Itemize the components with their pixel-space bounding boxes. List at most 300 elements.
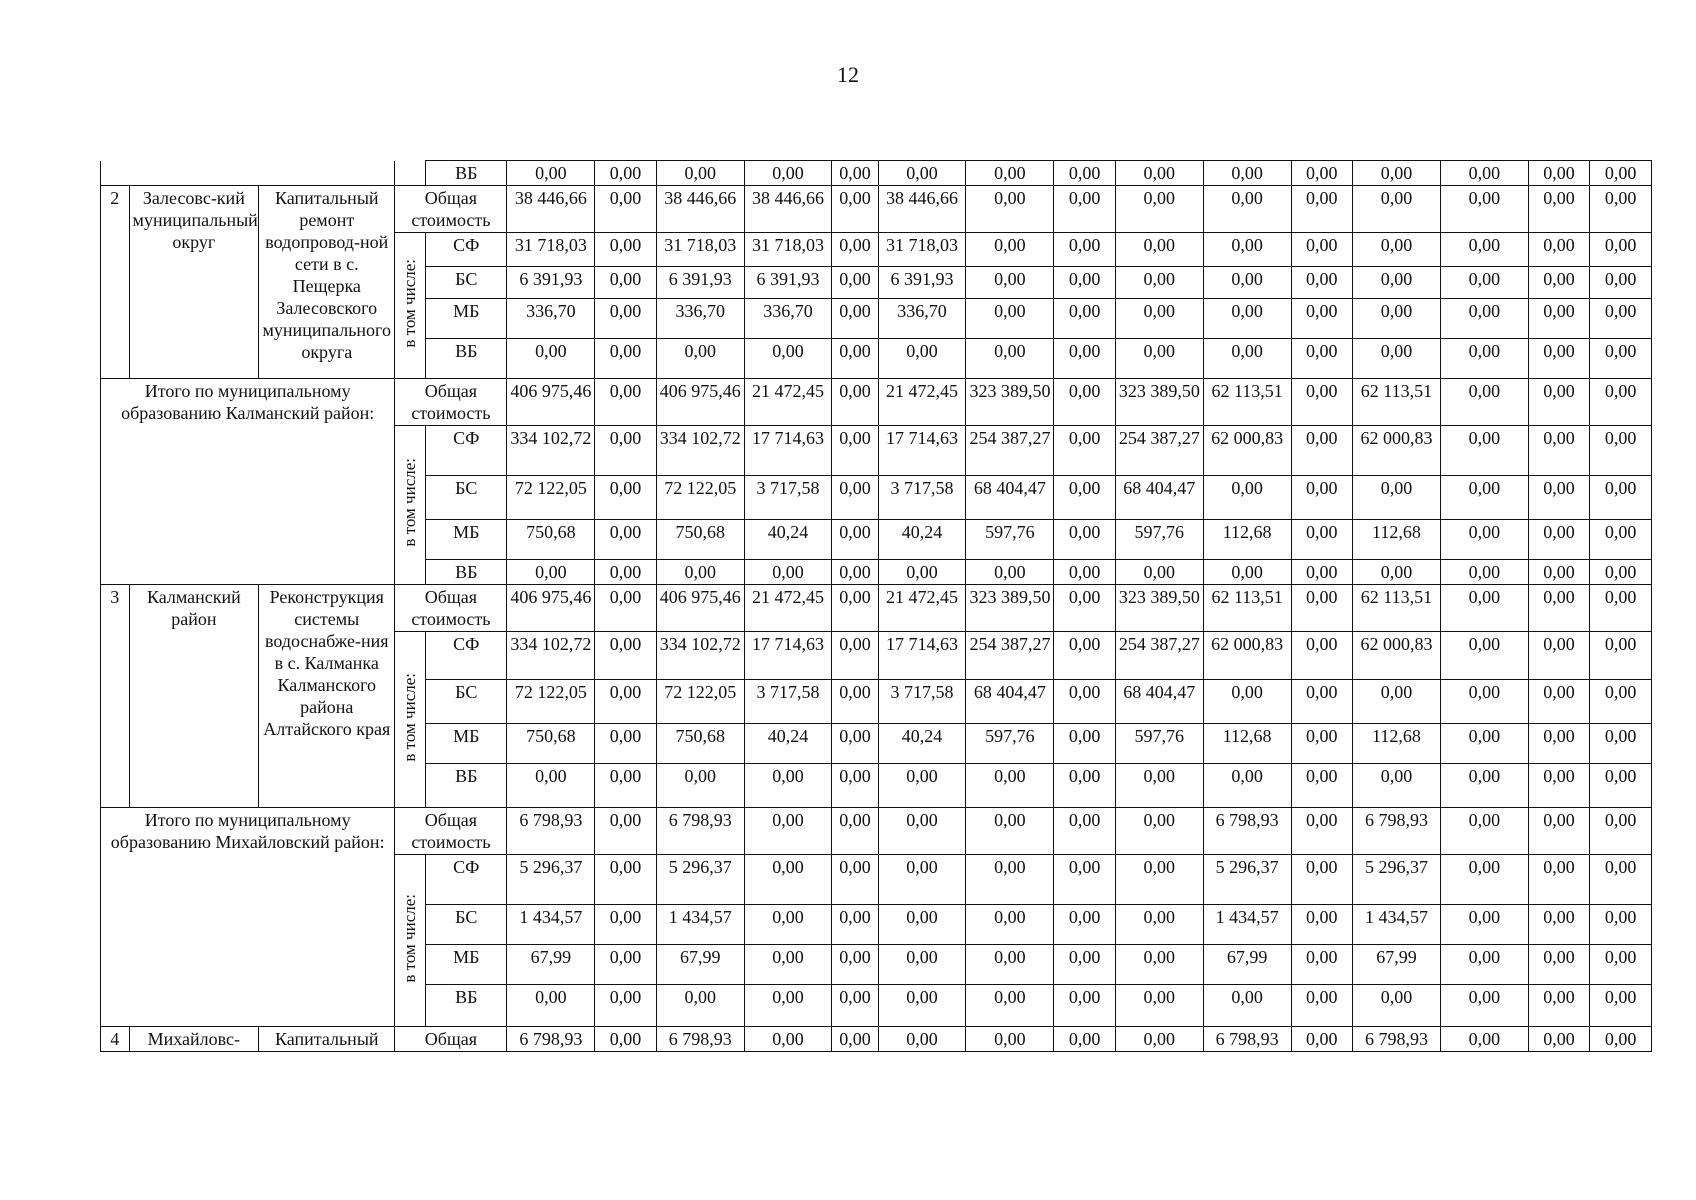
prev-incl-cell xyxy=(395,161,426,186)
value-cell: 0,00 xyxy=(1054,520,1116,560)
total-label: Итого по муниципальному образованию Михайловский район: xyxy=(101,808,395,1027)
value-cell: 0,00 xyxy=(1528,632,1590,680)
value-cell: 0,00 xyxy=(1115,945,1203,985)
value-cell: 0,00 xyxy=(595,1027,657,1052)
value-cell: 0,00 xyxy=(507,560,595,585)
value-cell: 0,00 xyxy=(595,945,657,985)
value-cell: 0,00 xyxy=(966,764,1054,808)
value-cell: 0,00 xyxy=(1440,560,1528,585)
value-cell: 0,00 xyxy=(1203,299,1291,339)
value-cell: 0,00 xyxy=(1115,233,1203,267)
type-label: БС xyxy=(426,476,507,520)
value-cell: 0,00 xyxy=(878,905,966,945)
value-cell: 0,00 xyxy=(595,560,657,585)
value-cell: 0,00 xyxy=(1115,905,1203,945)
value-cell: 336,70 xyxy=(656,299,744,339)
incl-label-cell xyxy=(395,632,426,808)
value-cell: 0,00 xyxy=(744,808,832,855)
value-cell: 6 798,93 xyxy=(656,1027,744,1052)
value-cell: 597,76 xyxy=(1115,520,1203,560)
value-cell: 323 389,50 xyxy=(966,585,1054,632)
value-cell: 0,00 xyxy=(832,1027,878,1052)
value-cell: 0,00 xyxy=(595,632,657,680)
type-label: ВБ xyxy=(426,560,507,585)
value-cell: 0,00 xyxy=(595,855,657,905)
value-cell: 3 717,58 xyxy=(878,680,966,724)
value-cell: 0,00 xyxy=(878,808,966,855)
value-cell: 0,00 xyxy=(595,476,657,520)
value-cell: 0,00 xyxy=(832,680,878,724)
type-label-total: Общая xyxy=(395,1027,507,1052)
table-row xyxy=(101,379,1652,426)
value-cell: 0,00 xyxy=(595,299,657,339)
value-cell: 6 798,93 xyxy=(1353,1027,1441,1052)
incl-label: в том числе: xyxy=(400,258,420,348)
value-cell: 0,00 xyxy=(1528,339,1590,379)
value-cell: 406 975,46 xyxy=(656,585,744,632)
value-cell: 0,00 xyxy=(1528,724,1590,764)
value-cell: 0,00 xyxy=(1115,560,1203,585)
value-cell: 0,00 xyxy=(1054,426,1116,476)
type-label-total: Общая стоимость xyxy=(395,379,507,426)
value-cell: 334 102,72 xyxy=(656,632,744,680)
value-cell: 0,00 xyxy=(1054,560,1116,585)
value-cell: 0,00 xyxy=(1353,233,1441,267)
value-cell: 0,00 xyxy=(656,560,744,585)
value-cell: 0,00 xyxy=(966,161,1054,186)
value-cell: 0,00 xyxy=(1528,379,1590,426)
value-cell: 254 387,27 xyxy=(966,632,1054,680)
value-cell: 67,99 xyxy=(507,945,595,985)
type-label: СФ xyxy=(426,632,507,680)
value-cell: 67,99 xyxy=(1203,945,1291,985)
value-cell: 0,00 xyxy=(1203,186,1291,233)
value-cell: 6 798,93 xyxy=(507,1027,595,1052)
value-cell: 0,00 xyxy=(832,808,878,855)
value-cell: 67,99 xyxy=(1353,945,1441,985)
value-cell: 17 714,63 xyxy=(878,632,966,680)
value-cell: 0,00 xyxy=(1528,233,1590,267)
value-cell: 40,24 xyxy=(878,724,966,764)
value-cell: 0,00 xyxy=(1590,186,1652,233)
value-cell: 0,00 xyxy=(832,233,878,267)
value-cell: 68 404,47 xyxy=(966,680,1054,724)
value-cell: 5 296,37 xyxy=(1203,855,1291,905)
value-cell: 0,00 xyxy=(832,379,878,426)
value-cell: 0,00 xyxy=(1590,1027,1652,1052)
type-label: БС xyxy=(426,267,507,299)
value-cell: 31 718,03 xyxy=(744,233,832,267)
value-cell: 0,00 xyxy=(878,161,966,186)
value-cell: 0,00 xyxy=(1353,476,1441,520)
value-cell: 6 798,93 xyxy=(656,808,744,855)
value-cell: 0,00 xyxy=(878,855,966,905)
value-cell: 0,00 xyxy=(1440,855,1528,905)
type-label: ВБ xyxy=(426,339,507,379)
value-cell: 0,00 xyxy=(656,161,744,186)
value-cell: 0,00 xyxy=(1054,945,1116,985)
value-cell: 0,00 xyxy=(595,520,657,560)
value-cell: 17 714,63 xyxy=(744,426,832,476)
value-cell: 0,00 xyxy=(1440,186,1528,233)
value-cell: 0,00 xyxy=(1590,426,1652,476)
value-cell: 0,00 xyxy=(1291,985,1353,1027)
value-cell: 0,00 xyxy=(1291,680,1353,724)
value-cell: 0,00 xyxy=(832,426,878,476)
value-cell: 0,00 xyxy=(1353,267,1441,299)
value-cell: 254 387,27 xyxy=(966,426,1054,476)
value-cell: 62 113,51 xyxy=(1203,585,1291,632)
value-cell: 0,00 xyxy=(1115,339,1203,379)
value-cell: 0,00 xyxy=(966,186,1054,233)
value-cell: 334 102,72 xyxy=(507,426,595,476)
value-cell: 0,00 xyxy=(1353,560,1441,585)
value-cell: 0,00 xyxy=(744,905,832,945)
value-cell: 0,00 xyxy=(1440,808,1528,855)
value-cell: 0,00 xyxy=(1440,764,1528,808)
incl-label-cell xyxy=(395,426,426,585)
value-cell: 0,00 xyxy=(1528,476,1590,520)
value-cell: 72 122,05 xyxy=(507,476,595,520)
value-cell: 0,00 xyxy=(1590,808,1652,855)
type-label-total: Общая стоимость xyxy=(395,808,507,855)
value-cell: 597,76 xyxy=(966,520,1054,560)
value-cell: 0,00 xyxy=(1203,233,1291,267)
type-label: МБ xyxy=(426,945,507,985)
value-cell: 17 714,63 xyxy=(878,426,966,476)
value-cell: 40,24 xyxy=(878,520,966,560)
value-cell: 597,76 xyxy=(966,724,1054,764)
value-cell: 0,00 xyxy=(595,808,657,855)
value-cell: 0,00 xyxy=(1115,808,1203,855)
value-cell: 0,00 xyxy=(1353,764,1441,808)
value-cell: 0,00 xyxy=(595,186,657,233)
value-cell: 0,00 xyxy=(1291,632,1353,680)
value-cell: 0,00 xyxy=(595,161,657,186)
value-cell: 0,00 xyxy=(832,764,878,808)
table-row xyxy=(101,1027,1652,1052)
value-cell: 0,00 xyxy=(1590,161,1652,186)
value-cell: 0,00 xyxy=(1590,724,1652,764)
value-cell: 38 446,66 xyxy=(744,186,832,233)
value-cell: 750,68 xyxy=(507,724,595,764)
value-cell: 0,00 xyxy=(1291,379,1353,426)
value-cell: 62 113,51 xyxy=(1353,585,1441,632)
value-cell: 0,00 xyxy=(1440,724,1528,764)
value-cell: 0,00 xyxy=(1590,764,1652,808)
value-cell: 6 798,93 xyxy=(1353,808,1441,855)
value-cell: 0,00 xyxy=(1054,632,1116,680)
value-cell: 0,00 xyxy=(1291,808,1353,855)
value-cell: 21 472,45 xyxy=(878,585,966,632)
value-cell: 0,00 xyxy=(832,476,878,520)
value-cell: 38 446,66 xyxy=(507,186,595,233)
value-cell: 0,00 xyxy=(1291,299,1353,339)
value-cell: 0,00 xyxy=(1054,267,1116,299)
value-cell: 0,00 xyxy=(595,764,657,808)
value-cell: 0,00 xyxy=(1115,1027,1203,1052)
value-cell: 62 000,83 xyxy=(1353,632,1441,680)
row-number: 4 xyxy=(101,1027,130,1052)
value-cell: 0,00 xyxy=(1590,299,1652,339)
value-cell: 0,00 xyxy=(1203,680,1291,724)
value-cell: 38 446,66 xyxy=(878,186,966,233)
incl-label: в том числе: xyxy=(400,672,420,762)
value-cell: 0,00 xyxy=(595,724,657,764)
value-cell: 0,00 xyxy=(1440,476,1528,520)
value-cell: 21 472,45 xyxy=(744,585,832,632)
value-cell: 597,76 xyxy=(1115,724,1203,764)
value-cell: 0,00 xyxy=(1440,267,1528,299)
value-cell: 0,00 xyxy=(1203,764,1291,808)
value-cell: 68 404,47 xyxy=(966,476,1054,520)
value-cell: 0,00 xyxy=(966,808,1054,855)
value-cell: 0,00 xyxy=(1590,945,1652,985)
value-cell: 0,00 xyxy=(1054,299,1116,339)
value-cell: 0,00 xyxy=(966,985,1054,1027)
value-cell: 0,00 xyxy=(656,339,744,379)
value-cell: 0,00 xyxy=(832,339,878,379)
value-cell: 0,00 xyxy=(1528,299,1590,339)
value-cell: 0,00 xyxy=(966,560,1054,585)
value-cell: 0,00 xyxy=(1528,1027,1590,1052)
value-cell: 62 113,51 xyxy=(1353,379,1441,426)
value-cell: 1 434,57 xyxy=(1203,905,1291,945)
value-cell: 38 446,66 xyxy=(656,186,744,233)
value-cell: 6 798,93 xyxy=(1203,808,1291,855)
type-label: СФ xyxy=(426,233,507,267)
value-cell: 0,00 xyxy=(744,161,832,186)
value-cell: 0,00 xyxy=(595,680,657,724)
object-name: Капитальный ремонт водопровод-ной сети в с. Пещерка Залесовского муниципального округа xyxy=(259,186,395,379)
value-cell: 0,00 xyxy=(1528,520,1590,560)
value-cell: 0,00 xyxy=(1054,161,1116,186)
value-cell: 0,00 xyxy=(656,764,744,808)
value-cell: 334 102,72 xyxy=(507,632,595,680)
value-cell: 0,00 xyxy=(966,1027,1054,1052)
value-cell: 0,00 xyxy=(832,855,878,905)
incl-label: в том числе: xyxy=(400,893,420,983)
value-cell: 0,00 xyxy=(1590,339,1652,379)
value-cell: 6 391,93 xyxy=(656,267,744,299)
value-cell: 0,00 xyxy=(1115,764,1203,808)
value-cell: 0,00 xyxy=(1590,520,1652,560)
value-cell: 6 798,93 xyxy=(507,808,595,855)
value-cell: 0,00 xyxy=(1203,476,1291,520)
page-number: 12 xyxy=(837,62,859,87)
value-cell: 0,00 xyxy=(1440,1027,1528,1052)
value-cell: 0,00 xyxy=(1590,680,1652,724)
value-cell: 0,00 xyxy=(1054,680,1116,724)
value-cell: 0,00 xyxy=(878,560,966,585)
value-cell: 0,00 xyxy=(1353,186,1441,233)
incl-label-cell xyxy=(395,855,426,1027)
table-row xyxy=(101,186,1652,233)
value-cell: 0,00 xyxy=(878,339,966,379)
total-label: Итого по муниципальному образованию Калманский район: xyxy=(101,379,395,585)
value-cell: 0,00 xyxy=(1528,905,1590,945)
value-cell: 5 296,37 xyxy=(507,855,595,905)
value-cell: 0,00 xyxy=(878,945,966,985)
value-cell: 40,24 xyxy=(744,724,832,764)
value-cell: 0,00 xyxy=(1528,161,1590,186)
value-cell: 336,70 xyxy=(507,299,595,339)
type-label: МБ xyxy=(426,299,507,339)
value-cell: 0,00 xyxy=(595,426,657,476)
value-cell: 0,00 xyxy=(1590,233,1652,267)
value-cell: 6 391,93 xyxy=(878,267,966,299)
table-row xyxy=(101,585,1652,632)
value-cell: 0,00 xyxy=(878,764,966,808)
value-cell: 3 717,58 xyxy=(744,476,832,520)
value-cell: 0,00 xyxy=(1291,476,1353,520)
value-cell: 0,00 xyxy=(1590,560,1652,585)
value-cell: 0,00 xyxy=(744,339,832,379)
value-cell: 0,00 xyxy=(1054,985,1116,1027)
value-cell: 0,00 xyxy=(966,267,1054,299)
value-cell: 72 122,05 xyxy=(507,680,595,724)
value-cell: 0,00 xyxy=(1440,339,1528,379)
value-cell: 0,00 xyxy=(1054,855,1116,905)
value-cell: 72 122,05 xyxy=(656,476,744,520)
value-cell: 0,00 xyxy=(1528,560,1590,585)
value-cell: 0,00 xyxy=(966,945,1054,985)
value-cell: 0,00 xyxy=(832,632,878,680)
value-cell: 0,00 xyxy=(832,186,878,233)
value-cell: 0,00 xyxy=(1203,985,1291,1027)
value-cell: 0,00 xyxy=(595,267,657,299)
value-cell: 6 798,93 xyxy=(1203,1027,1291,1052)
value-cell: 0,00 xyxy=(1203,560,1291,585)
value-cell: 750,68 xyxy=(507,520,595,560)
value-cell: 0,00 xyxy=(1203,161,1291,186)
value-cell: 0,00 xyxy=(744,560,832,585)
value-cell: 0,00 xyxy=(832,560,878,585)
table-row xyxy=(101,161,1652,186)
value-cell: 6 391,93 xyxy=(744,267,832,299)
value-cell: 0,00 xyxy=(1115,985,1203,1027)
value-cell: 0,00 xyxy=(507,161,595,186)
value-cell: 1 434,57 xyxy=(507,905,595,945)
value-cell: 3 717,58 xyxy=(878,476,966,520)
value-cell: 0,00 xyxy=(966,299,1054,339)
value-cell: 0,00 xyxy=(1291,267,1353,299)
value-cell: 0,00 xyxy=(1528,267,1590,299)
value-cell: 0,00 xyxy=(595,985,657,1027)
type-label: БС xyxy=(426,905,507,945)
value-cell: 323 389,50 xyxy=(1115,585,1203,632)
value-cell: 0,00 xyxy=(507,764,595,808)
value-cell: 0,00 xyxy=(878,985,966,1027)
value-cell: 0,00 xyxy=(1203,339,1291,379)
value-cell: 0,00 xyxy=(1115,161,1203,186)
value-cell: 0,00 xyxy=(832,267,878,299)
type-label: МБ xyxy=(426,724,507,764)
value-cell: 0,00 xyxy=(1115,186,1203,233)
value-cell: 0,00 xyxy=(1590,267,1652,299)
value-cell: 0,00 xyxy=(1440,632,1528,680)
type-label: МБ xyxy=(426,520,507,560)
value-cell: 0,00 xyxy=(1203,267,1291,299)
value-cell: 0,00 xyxy=(595,233,657,267)
type-label: СФ xyxy=(426,855,507,905)
value-cell: 0,00 xyxy=(1440,426,1528,476)
value-cell: 0,00 xyxy=(966,855,1054,905)
value-cell: 68 404,47 xyxy=(1115,680,1203,724)
value-cell: 0,00 xyxy=(1528,585,1590,632)
municipality-name: Михайловс- xyxy=(129,1027,259,1052)
value-cell: 0,00 xyxy=(1054,764,1116,808)
value-cell: 0,00 xyxy=(1291,520,1353,560)
value-cell: 62 113,51 xyxy=(1203,379,1291,426)
value-cell: 0,00 xyxy=(1291,855,1353,905)
value-cell: 0,00 xyxy=(832,161,878,186)
value-cell: 0,00 xyxy=(1291,426,1353,476)
value-cell: 0,00 xyxy=(832,945,878,985)
value-cell: 0,00 xyxy=(832,905,878,945)
value-cell: 0,00 xyxy=(1054,724,1116,764)
value-cell: 17 714,63 xyxy=(744,632,832,680)
value-cell: 0,00 xyxy=(1291,339,1353,379)
value-cell: 0,00 xyxy=(1291,764,1353,808)
value-cell: 0,00 xyxy=(1528,426,1590,476)
value-cell: 336,70 xyxy=(878,299,966,339)
value-cell: 62 000,83 xyxy=(1203,426,1291,476)
value-cell: 0,00 xyxy=(1115,299,1203,339)
value-cell: 0,00 xyxy=(1291,905,1353,945)
value-cell: 323 389,50 xyxy=(1115,379,1203,426)
value-cell: 336,70 xyxy=(744,299,832,339)
value-cell: 406 975,46 xyxy=(507,379,595,426)
value-cell: 0,00 xyxy=(878,1027,966,1052)
value-cell: 0,00 xyxy=(1054,233,1116,267)
object-name: Капитальный xyxy=(259,1027,395,1052)
value-cell: 0,00 xyxy=(1590,585,1652,632)
value-cell: 254 387,27 xyxy=(1115,632,1203,680)
value-cell: 406 975,46 xyxy=(656,379,744,426)
value-cell: 0,00 xyxy=(1291,233,1353,267)
value-cell: 67,99 xyxy=(656,945,744,985)
value-cell: 0,00 xyxy=(1528,985,1590,1027)
value-cell: 0,00 xyxy=(1440,680,1528,724)
value-cell: 750,68 xyxy=(656,520,744,560)
value-cell: 0,00 xyxy=(1590,632,1652,680)
value-cell: 0,00 xyxy=(832,520,878,560)
value-cell: 0,00 xyxy=(1590,476,1652,520)
value-cell: 0,00 xyxy=(1115,267,1203,299)
value-cell: 0,00 xyxy=(1291,186,1353,233)
value-cell: 0,00 xyxy=(595,379,657,426)
value-cell: 0,00 xyxy=(1528,945,1590,985)
value-cell: 31 718,03 xyxy=(507,233,595,267)
value-cell: 0,00 xyxy=(1353,680,1441,724)
value-cell: 0,00 xyxy=(507,985,595,1027)
value-cell: 31 718,03 xyxy=(656,233,744,267)
value-cell: 0,00 xyxy=(744,985,832,1027)
value-cell: 0,00 xyxy=(1528,855,1590,905)
value-cell: 5 296,37 xyxy=(656,855,744,905)
value-cell: 750,68 xyxy=(656,724,744,764)
type-label-total: Общая стоимость xyxy=(395,585,507,632)
value-cell: 3 717,58 xyxy=(744,680,832,724)
value-cell: 0,00 xyxy=(1440,945,1528,985)
value-cell: 0,00 xyxy=(1054,186,1116,233)
value-cell: 334 102,72 xyxy=(656,426,744,476)
value-cell: 0,00 xyxy=(1054,339,1116,379)
value-cell: 0,00 xyxy=(1291,585,1353,632)
type-label: ВБ xyxy=(426,985,507,1027)
value-cell: 0,00 xyxy=(1440,233,1528,267)
